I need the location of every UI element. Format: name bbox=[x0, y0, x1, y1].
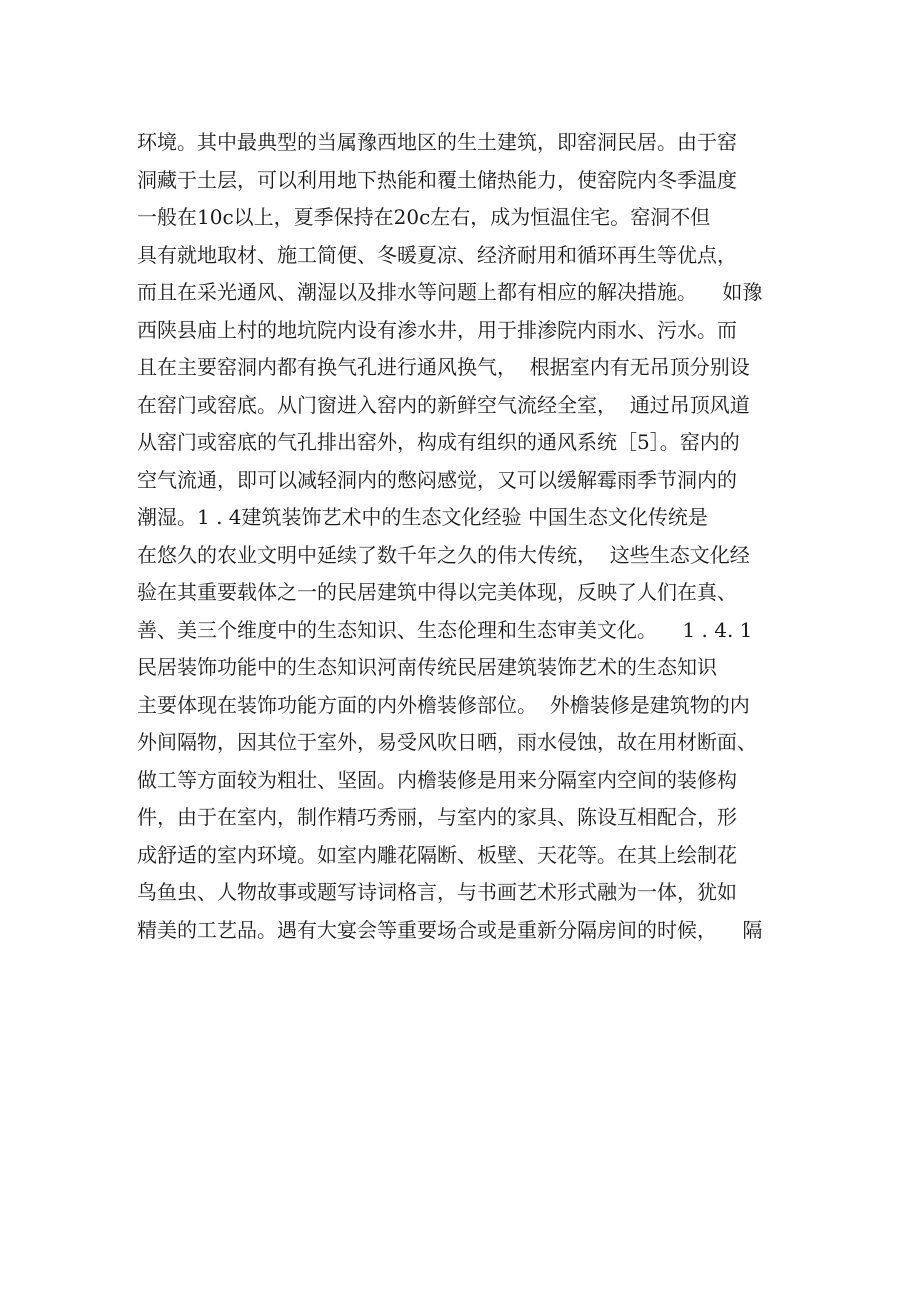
text-line: 从窑门或窑底的气孔排出窑外，构成有组织的通风系统［5］。窑内的 bbox=[137, 430, 740, 454]
text-line: 环境。其中最典型的当属豫西地区的生土建筑，即窑洞民居。由于窑 bbox=[137, 130, 737, 154]
text-line: 洞藏于土层，可以利用地下热能和覆土储热能力，使窑院内冬季温度 bbox=[137, 167, 737, 192]
text-line: 潮湿。1 . 4建筑装饰艺术中的生态文化经验 中国生态文化传统是 bbox=[137, 505, 708, 529]
text-line: 件，由于在室内，制作精巧秀丽，与室内的家具、陈设互相配合，形 bbox=[137, 805, 737, 829]
text-line: 善、美三个维度中的生态知识、生态伦理和生态审美文化。 1 . 4. 1 bbox=[137, 617, 753, 642]
body-text bbox=[137, 124, 797, 949]
text-line: 成舒适的室内环境。如室内雕花隔断、板壁、天花等。在其上绘制花 bbox=[137, 842, 737, 867]
text-line: 精美的工艺品。遇有大宴会等重要场合或是重新分隔房间的时候， 隔 bbox=[137, 917, 763, 942]
text-line: 做工等方面较为粗壮、坚固。内檐装修是用来分隔室内空间的装修构 bbox=[137, 767, 737, 792]
text-line: 一般在10c以上，夏季保持在20c左右，成为恒温住宅。窑洞不但 bbox=[137, 205, 711, 229]
text-line: 在窑门或窑底。从门窗进入窑内的新鲜空气流经全室， 通过吊顶风道 bbox=[137, 392, 750, 417]
text-line: 空气流通，即可以减轻洞内的憋闷感觉，又可以缓解霉雨季节洞内的 bbox=[137, 467, 737, 492]
text-line: 主要体现在装饰功能方面的内外檐装修部位。 外檐装修是建筑物的内 bbox=[137, 692, 750, 717]
text-line: 民居装饰功能中的生态知识河南传统民居建筑装饰艺术的生态知识 bbox=[137, 655, 717, 679]
text-line: 西陕县庙上村的地坑院内设有渗水井，用于排渗院内雨水、污水。而 bbox=[137, 317, 737, 342]
text-line: 而且在采光通风、潮湿以及排水等问题上都有相应的解决措施。 如豫 bbox=[137, 280, 763, 304]
text-line: 在悠久的农业文明中延续了数千年之久的伟大传统， 这些生态文化经 bbox=[137, 542, 750, 567]
text-line: 且在主要窑洞内都有换气孔进行通风换气， 根据室内有无吊顶分别设 bbox=[137, 355, 750, 379]
text-line: 验在其重要载体之一的民居建筑中得以完美体现，反映了人们在真、 bbox=[137, 580, 737, 604]
text-line: 外间隔物，因其位于室外，易受风吹日晒，雨水侵蚀，故在用材断面、 bbox=[137, 730, 757, 754]
text-line: 鸟鱼虫、人物故事或题写诗词格言，与书画艺术形式融为一体，犹如 bbox=[137, 880, 737, 904]
text-line: 具有就地取材、施工简便、冬暖夏凉、经济耐用和循环再生等优点， bbox=[137, 242, 737, 267]
